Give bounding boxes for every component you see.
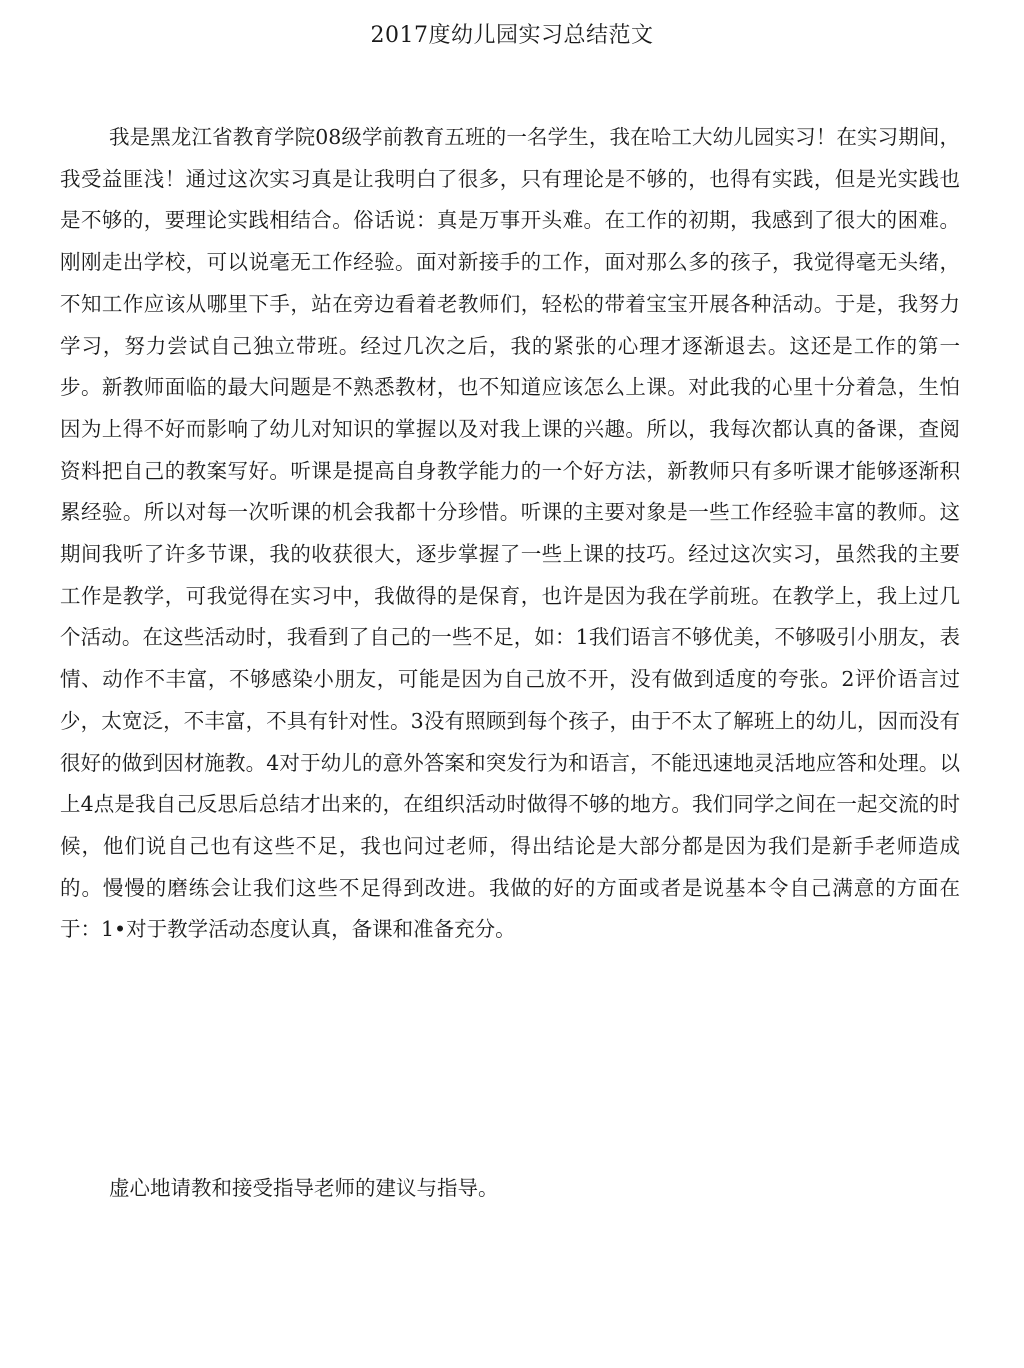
document-title: 2017度幼儿园实习总结范文 (370, 23, 654, 48)
body-paragraph: 我是黑龙江省教育学院08级学前教育五班的一名学生，我在哈工大幼儿园实习！在实习期间，我受益匪浅！通过这次实习真是让我明白了很多，只有理论是不够的，也得有实践，但是光实践也是不够的，要理论实践相结合。俗话说：真是万事开头难。在工作的初期，我感到了很大的困难。刚刚走出学校，可以说毫无工作经验。面对新接手的工作，面对那么多的孩子，我觉得毫无头绪，不知工作应该从哪里下手，站在旁边看着老教师们，轻松的带着宝宝开展各种活动。于是，我努力学习，努力尝试自己独立带班。经过几次之后，我的紧张的心理才逐渐退去。这还是工作的第一步。新教师面临的最大问题是不熟悉教材，也不知道应该怎么上课。对此我的心里十分着急，生怕因为上得不好而影响了幼儿对知识的掌握以及对我上课的兴趣。所以，我每次都认真的备课，查阅资料把自己的教案写好。听课是提高自身教学能力的一个好方法，新教师只有多听课才能够逐渐积累经验。所以对每一次听课的机会我都十分珍惜。听课的主要对象是一些工作经验丰富的教师。这期间我听了许多节课，我的收获很大，逐步掌握了一些上课的技巧。经过这次实习，虽然我的主要工作是教学，可我觉得在实习中，我做得的是保育，也许是因为我在学前班。在教学上，我上过几个活动。在这些活动时，我看到了自己的一些不足，如：1我们语言不够优美，不够吸引小朋友，表情、动作不丰富，不够感染小朋友，可能是因为自己放不开，没有做到适度的夸张。2评价语言过少，太宽泛，不丰富，不具有针对性。3没有照顾到每个孩子，由于不太了解班上的幼儿，因而没有很好的做到因材施教。4对于幼儿的意外答案和突发行为和语言，不能迅速地灵活地应答和处理。以上4点是我自己反思后总结才出来的，在组织活动时做得不够的地方。我们同学之间在一起交流的时候，他们说自己也有这些不足，我也问过老师，得出结论是大部分都是因为我们是新手老师造成的。慢慢的磨练会让我们这些不足得到改进。我做的好的方面或者是说基本令自己满意的方面在于：1•对于教学活动态度认真，备课和准备充分。 (60, 125, 960, 942)
closing-paragraph: 虚心地请教和接受指导老师的建议与指导。 (109, 1176, 499, 1200)
